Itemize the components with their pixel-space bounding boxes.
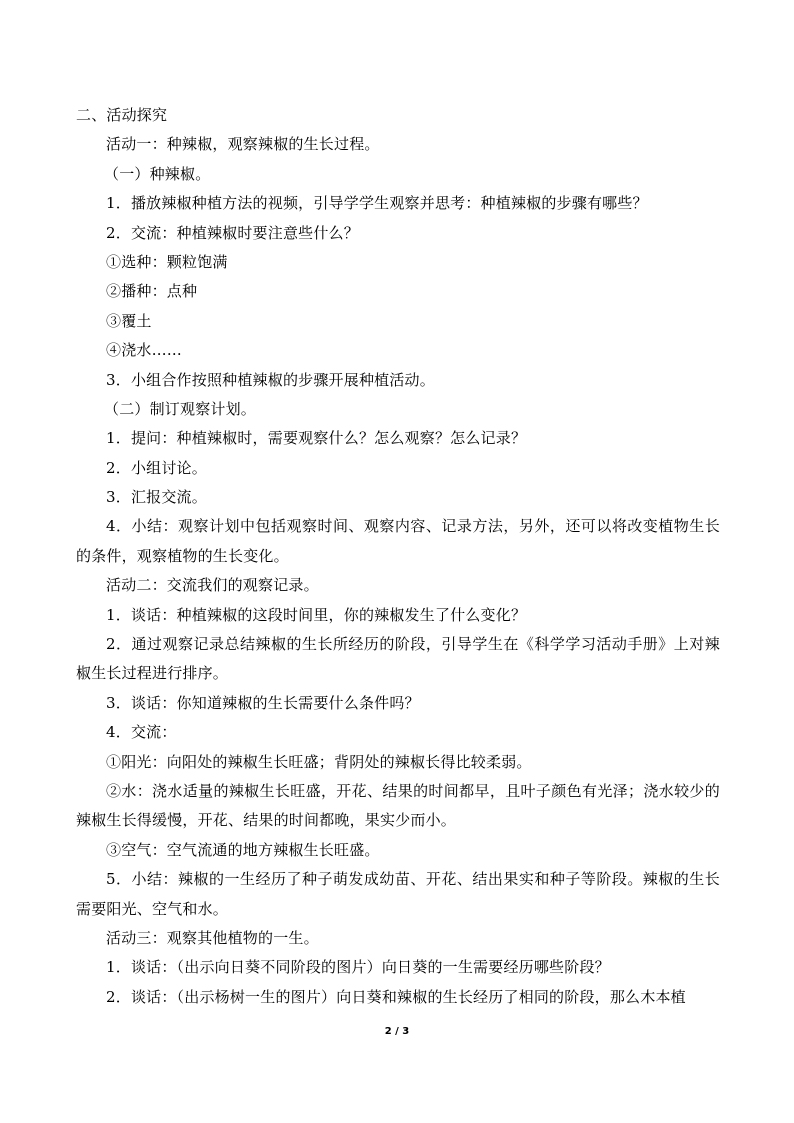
activity1-part1-item2: 2．交流：种植辣椒时要注意些什么？ [106,223,359,242]
activity2-item5: 5．小结：辣椒的一生经历了种子萌发成幼苗、开花、结出果实和种子等阶段。辣椒的生长需要阳光、空气和水。 [76,870,720,918]
growth-condition-sunlight: ①阳光：向阳处的辣椒生长旺盛；背阴处的辣椒长得比较柔弱。 [106,752,532,771]
activity1-part2-heading: （二）制订观察计划。 [104,399,257,418]
activity2-item2: 2．通过观察记录总结辣椒的生长所经历的阶段，引导学生在《科学学习活动手册》上对辣椒生长过程进行排序。 [76,635,720,683]
activity1-part1-item1: 1．播放辣椒种植方法的视频，引导学学生观察并思考：种植辣椒的步骤有哪些？ [106,194,648,213]
document-body [76,101,720,1012]
activity1-part1-heading: （一）种辣椒。 [104,164,211,183]
planting-step: ④浇水…… [106,341,183,360]
activity2-item1: 1．谈话：种植辣椒的这段时间里，你的辣椒发生了什么变化？ [106,605,527,624]
planting-step: ②播种：点种 [106,282,198,301]
page-number: 2 / 3 [384,1026,410,1037]
activity3-title: 活动三：观察其他植物的一生。 [106,929,319,948]
activity3-item2: 2．谈话：（出示杨树一生的图片）向日葵和辣椒的生长经历了相同的阶段，那么木本植 [106,987,686,1006]
activity1-part2-item3: 3．汇报交流。 [106,488,207,507]
activity1-part1-item3: 3．小组合作按照种植辣椒的步骤开展种植活动。 [106,370,435,389]
activity1-part2-item4: 4．小结：观察计划中包括观察时间、观察内容、记录方法，另外，还可以将改变植物生长的条件，观察植物的生长变化。 [76,517,720,565]
activity2-item4: 4．交流： [106,723,177,742]
activity1-title: 活动一：种辣椒，观察辣椒的生长过程。 [106,135,380,154]
activity2-item3: 3．谈话：你知道辣椒的生长需要什么条件吗？ [106,693,420,712]
activity1-part2-item2: 2．小组讨论。 [106,458,207,477]
planting-step: ③覆土 [106,311,152,330]
section-heading: 二、活动探究 [76,106,168,124]
activity2-title: 活动二：交流我们的观察记录。 [106,576,319,595]
growth-condition-air: ③空气：空气流通的地方辣椒生长旺盛。 [106,840,380,859]
activity3-item1: 1．谈话：（出示向日葵不同阶段的图片）向日葵的一生需要经历哪些阶段？ [106,958,610,977]
planting-step: ①选种：颗粒饱满 [106,252,228,271]
growth-condition-water: ②水：浇水适量的辣椒生长旺盛，开花、结果的时间都早，且叶子颜色有光泽；浇水较少的辣椒生长得缓慢，开花、结果的时间都晚，果实少而小。 [76,782,720,830]
activity1-part2-item1: 1．提问：种植辣椒时，需要观察什么？怎么观察？怎么记录？ [106,429,527,448]
